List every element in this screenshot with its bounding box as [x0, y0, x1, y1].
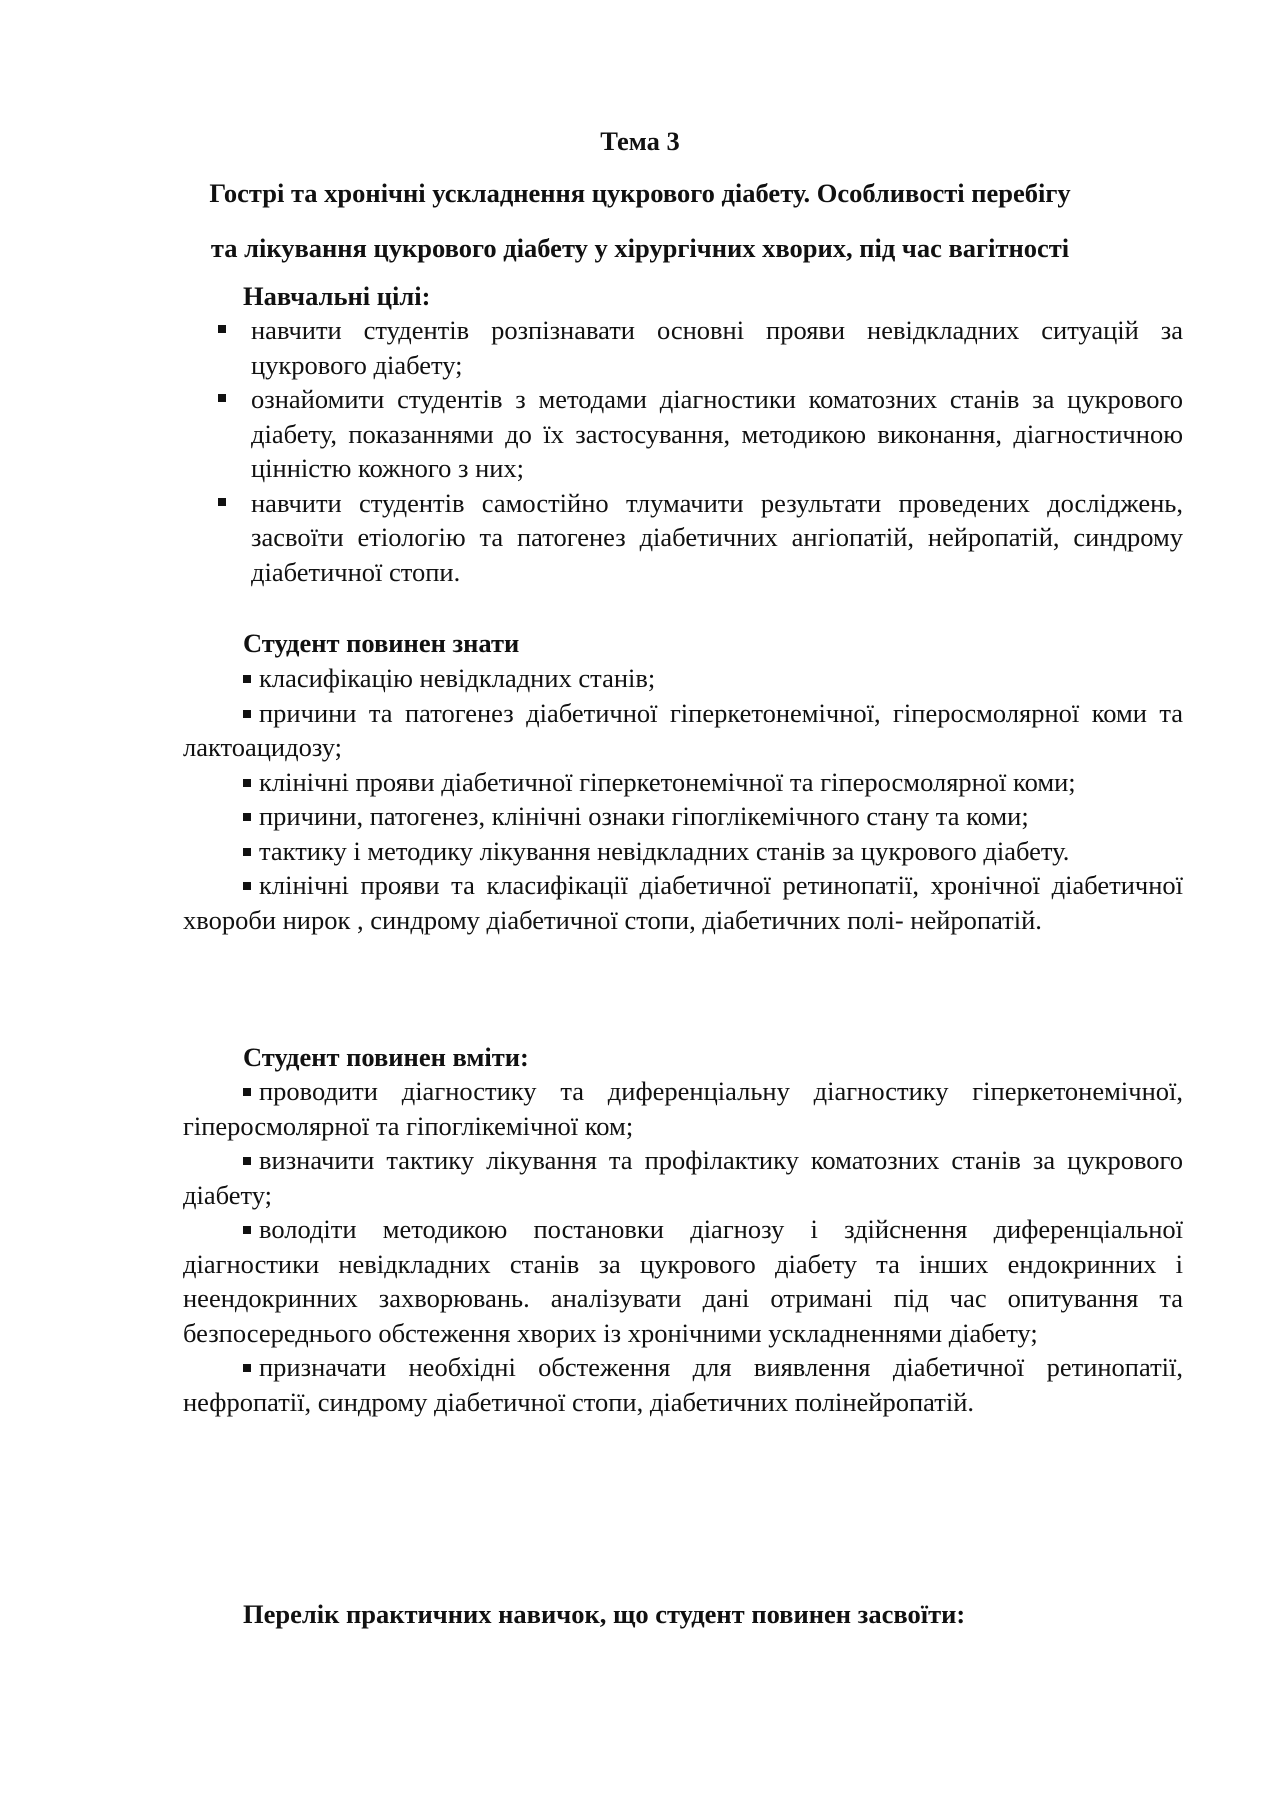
able-item: визначити тактику лікування та профілактику коматозних станів за цукрового діабету; [183, 1145, 1183, 1210]
know-item: причини та патогенез діабетичної гіперкетонемічної, гіперосмолярної коми та лактоацидозу; [183, 697, 1183, 762]
able-item: призначати необхідні обстеження для виявлення діабетичної ретинопатії, нефропатії, синдрому діабетичної стопи, діабетичних полінейропатій. [183, 1352, 1183, 1417]
know-item: причини, патогенез, клінічні ознаки гіпоглікемічного стану та коми; [183, 799, 1183, 834]
bullet-square-icon [243, 1157, 251, 1165]
bullet-square-icon [243, 1226, 251, 1234]
skills-heading: Перелік практичних навичок, що студент повинен засвоїти: [243, 1599, 966, 1629]
know-item: класифікацію невідкладних станів; [183, 661, 1183, 696]
able-item: володіти методикою постановки діагнозу і здійснення диференціальної діагностики невідкладних станів за цукрового діабету та інших ендокринних і неендокринних захворювань. аналізувати дані отримані під час опитування та безпосереднього обстеження хворих із хронічними ускладненнями діабету; [183, 1214, 1183, 1348]
goal-item: навчити студентів розпізнавати основні прояви невідкладних ситуацій за цукрового діабету; [215, 313, 1183, 382]
bullet-square-icon [243, 779, 251, 787]
title-line-1: Гострі та хронічні ускладнення цукрового діабету. Особливості перебігу [209, 178, 1071, 208]
bullet-square-icon [218, 394, 226, 402]
bullet-square-icon [243, 848, 251, 856]
bullet-square-icon [243, 710, 251, 718]
bullet-square-icon [218, 498, 226, 506]
know-item: тактику і методику лікування невідкладних станів за цукрового діабету. [183, 834, 1183, 869]
bullet-square-icon [218, 325, 226, 333]
title-line-2: та лікування цукрового діабету у хірургічних хворих, під час вагітності [210, 233, 1070, 263]
able-item: проводити діагностику та диференціальну діагностику гіперкетонемічної, гіперосмолярної та гіпоглікемічної ком; [183, 1076, 1183, 1141]
goals-heading: Навчальні цілі: [243, 281, 431, 311]
goals-list [215, 313, 1183, 589]
know-item: клінічні прояви та класифікації діабетичної ретинопатії, хронічної діабетичної хвороби нирок , синдрому діабетичної стопи, діабетичних полі- нейропатій. [183, 870, 1183, 935]
bullet-square-icon [243, 813, 251, 821]
goal-item: навчити студентів самостійно тлумачити результати проведених досліджень, засвоїти етіологію та патогенез діабетичних ангіопатій, нейропатій, синдрому діабетичної стопи. [215, 486, 1183, 590]
know-list [183, 661, 1183, 937]
bullet-square-icon [243, 1088, 251, 1096]
know-heading: Студент повинен знати [243, 628, 520, 658]
topic-number: Тема 3 [600, 126, 680, 156]
bullet-square-icon [243, 882, 251, 890]
able-heading: Студент повинен вміти: [243, 1042, 529, 1072]
bullet-square-icon [243, 1364, 251, 1372]
know-item: клінічні прояви діабетичної гіперкетонемічної та гіперосмолярної коми; [183, 765, 1183, 800]
bullet-square-icon [243, 675, 251, 683]
goal-item: ознайомити студентів з методами діагностики коматозних станів за цукрового діабету, показаннями до їх застосування, методикою виконання, діагностичною цінністю кожного з них; [215, 382, 1183, 486]
able-list [183, 1074, 1183, 1419]
